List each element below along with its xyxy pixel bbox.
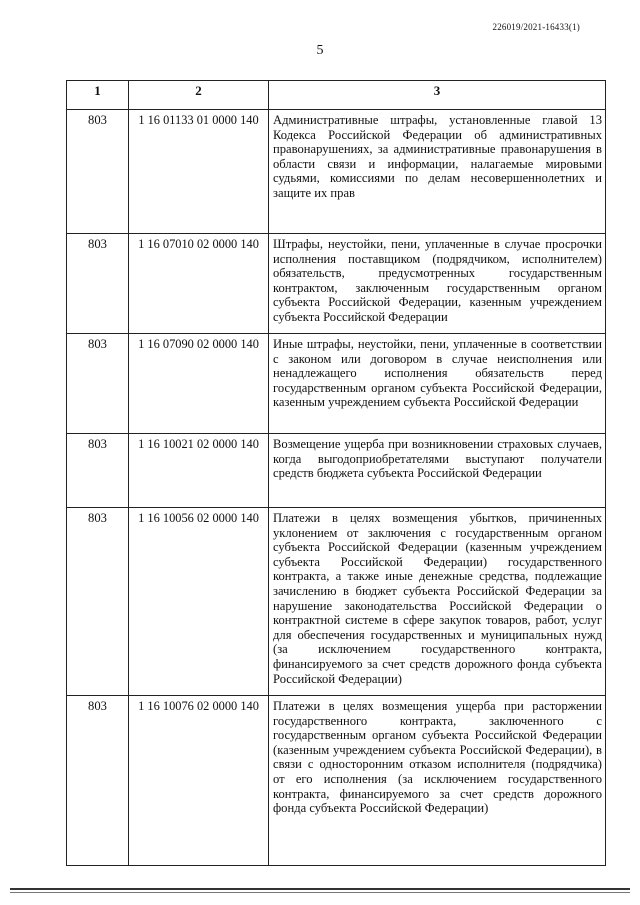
kbk-code-cell: 1 16 10056 02 0000 140 — [129, 508, 269, 696]
page-number: 5 — [316, 43, 324, 58]
admin-code-cell: 803 — [67, 334, 129, 434]
kbk-code-cell: 1 16 07010 02 0000 140 — [129, 234, 269, 334]
admin-code-cell: 803 — [67, 508, 129, 696]
kbk-code-cell: 1 16 10021 02 0000 140 — [129, 434, 269, 508]
table-header-row — [67, 81, 606, 110]
description-cell: Административные штрафы, установленные главой 13 Кодекса Российской Федерации об административных правонарушениях, за административные правонарушения в области связи и информации, налагаемые мировыми судьями, комиссиями по делам несовершеннолетних и защите их прав — [269, 110, 606, 234]
admin-code-cell: 803 — [67, 110, 129, 234]
description-cell: Платежи в целях возмещения ущерба при расторжении государственного контракта, заключенного с государственным органом субъекта Российской Федерации (казенным учреждением субъекта Российской Федерации), в связи с односторонним отказом исполнителя (подрядчика) от его исполнения (за исключением государственного контракта, финансируемого за счет средств дорожного фонда субъекта Российской Федерации) — [269, 696, 606, 866]
admin-code-cell: 803 — [67, 234, 129, 334]
table-row — [67, 110, 606, 234]
description-cell: Платежи в целях возмещения убытков, причиненных уклонением от заключения с государственным органом субъекта Российской Федерации (казенным учреждением субъекта Российской Федерации) государственного контракта, а также иные денежные средства, подлежащие зачислению в бюджет субъекта Российской Федерации за нарушение законодательства Российской Федерации о контрактной системе в сфере закупок товаров, работ, услуг для обеспечения государственных и муниципальных нужд (за исключением государственного контракта, финансируемого за счет средств дорожного фонда субъекта Российской Федерации) — [269, 508, 606, 696]
table-row — [67, 434, 606, 508]
column-header: 1 — [67, 81, 129, 110]
table-row — [67, 508, 606, 696]
description-cell: Иные штрафы, неустойки, пени, уплаченные в соответствии с законом или договором в случае неисполнения или ненадлежащего исполнения обязательств перед государственным органом субъекта Российской Федерации, казенным учреждением субъекта Российской Федерации — [269, 334, 606, 434]
scan-bottom-edge-shadow — [10, 892, 630, 893]
document-id: 226019/2021-16433(1) — [492, 22, 580, 32]
admin-code-cell: 803 — [67, 696, 129, 866]
kbk-code-cell: 1 16 10076 02 0000 140 — [129, 696, 269, 866]
revenue-codes-table — [66, 80, 606, 866]
column-header: 3 — [269, 81, 606, 110]
scan-bottom-edge — [10, 888, 630, 890]
description-cell: Штрафы, неустойки, пени, уплаченные в случае просрочки исполнения поставщиком (подрядчиком, исполнителем) обязательств, предусмотренных государственным контрактом, заключенным государственным органом субъекта Российской Федерации, казенным учреждением субъекта Российской Федерации — [269, 234, 606, 334]
table-row — [67, 696, 606, 866]
table-row — [67, 234, 606, 334]
kbk-code-cell: 1 16 07090 02 0000 140 — [129, 334, 269, 434]
kbk-code-cell: 1 16 01133 01 0000 140 — [129, 110, 269, 234]
admin-code-cell: 803 — [67, 434, 129, 508]
column-header: 2 — [129, 81, 269, 110]
description-cell: Возмещение ущерба при возникновении страховых случаев, когда выгодоприобретателями выступают получатели средств бюджета субъекта Российской Федерации — [269, 434, 606, 508]
table-row — [67, 334, 606, 434]
